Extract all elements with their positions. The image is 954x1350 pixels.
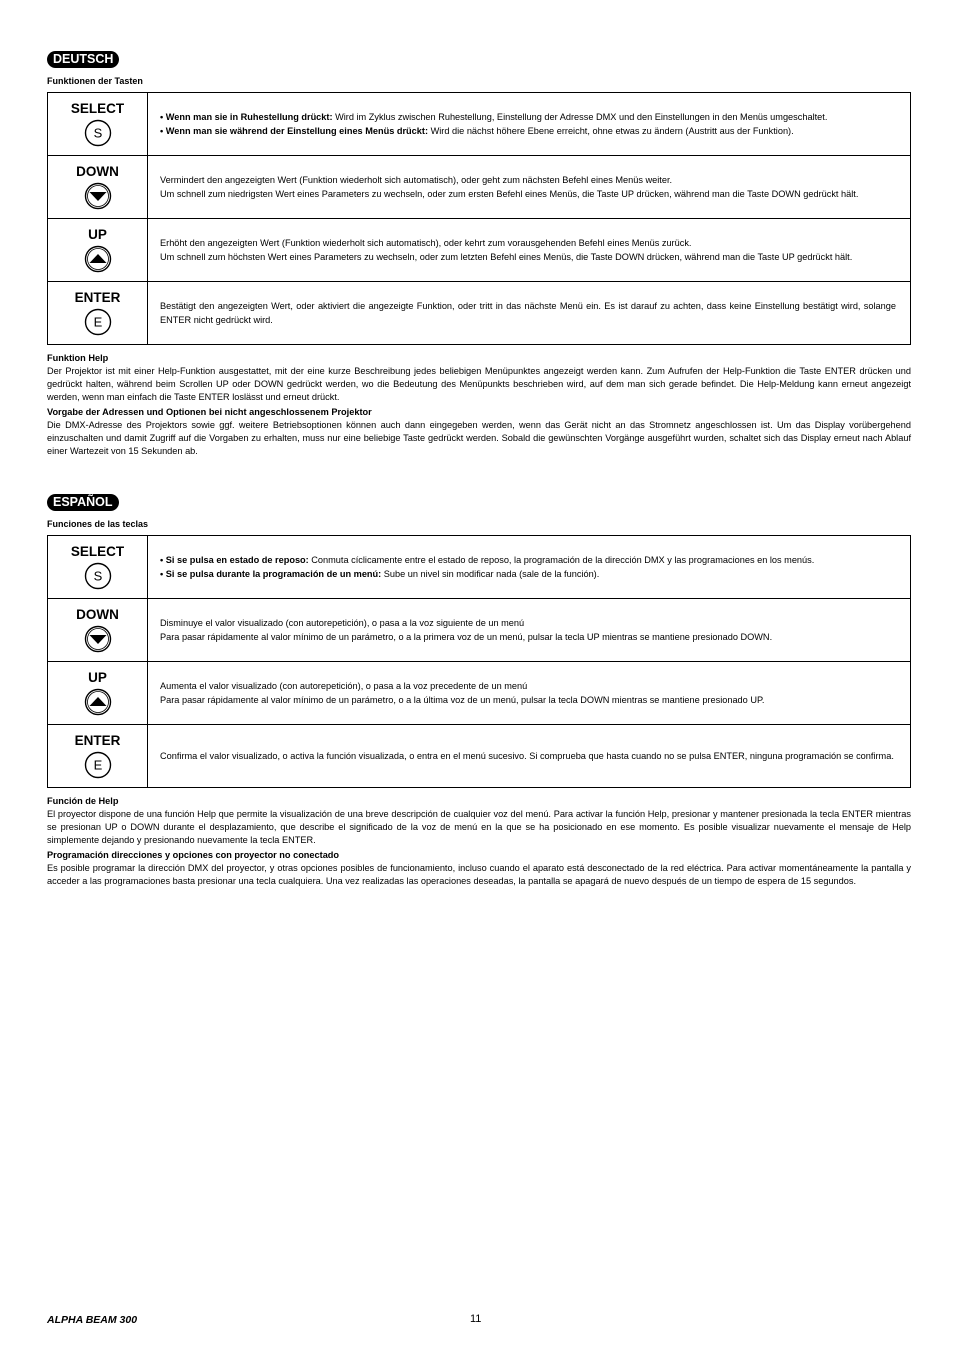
description-line: Aumenta el valor visualizado (con autorepetición), o pasa a la voz precedente de un menú bbox=[160, 681, 528, 691]
key-label: DOWN bbox=[76, 606, 119, 622]
enter-key-glyph: E bbox=[93, 314, 102, 329]
description-line: • Si se pulsa en estado de reposo: Conmuta cíclicamente entre el estado de reposo, la programación de la dirección DMX y las programaciones en los menús. bbox=[160, 555, 815, 565]
key-function-table bbox=[47, 535, 911, 788]
select-key-icon bbox=[84, 562, 112, 590]
down-arrow-key-icon bbox=[84, 625, 112, 653]
table-row bbox=[48, 662, 911, 725]
section-espanol bbox=[47, 493, 911, 888]
key-cell bbox=[48, 536, 148, 599]
description-line: • Si se pulsa durante la programación de un menú: Sube un nivel sin modificar nada (sale de la función). bbox=[160, 569, 600, 579]
select-key-icon bbox=[84, 119, 112, 147]
section-subtitle: Funciones de las teclas bbox=[47, 519, 149, 529]
key-description bbox=[148, 156, 911, 219]
key-description bbox=[148, 219, 911, 282]
key-label: DOWN bbox=[76, 163, 119, 179]
table-row bbox=[48, 156, 911, 219]
key-label: SELECT bbox=[70, 543, 125, 559]
table-row bbox=[48, 536, 911, 599]
key-label: SELECT bbox=[70, 100, 125, 116]
table-row bbox=[48, 93, 911, 156]
table-row bbox=[48, 282, 911, 345]
description-line: Um schnell zum niedrigsten Wert eines Parameters zu wechseln, oder zum ersten Befehl eines Menüs, die Taste UP drücken, während man die Taste DOWN gedrückt hält. bbox=[160, 189, 859, 199]
paragraph-title: Funktion Help bbox=[47, 353, 109, 363]
key-cell bbox=[48, 219, 148, 282]
table-row bbox=[48, 599, 911, 662]
key-cell bbox=[48, 282, 148, 345]
paragraph-title: Vorgabe der Adressen und Optionen bei nicht angeschlossenem Projektor bbox=[47, 407, 372, 417]
table-row bbox=[48, 219, 911, 282]
key-cell bbox=[48, 725, 148, 788]
description-line: • Wenn man sie während der Einstellung eines Menüs drückt: Wird die nächst höhere Ebene erreicht, ohne etwas zu ändern (Austritt aus der Funktion). bbox=[160, 126, 794, 136]
language-badge: DEUTSCH bbox=[47, 51, 119, 68]
key-description bbox=[148, 599, 911, 662]
section-deutsch bbox=[47, 50, 911, 458]
page-number: 11 bbox=[470, 1313, 482, 1325]
enter-key-icon bbox=[84, 308, 112, 336]
description-line: • Wenn man sie in Ruhestellung drückt: Wird im Zyklus zwischen Ruhestellung, Einstellung der Adresse DMX und den Einstellungen in den Menüs umgeschaltet. bbox=[160, 112, 828, 122]
key-description bbox=[148, 282, 911, 345]
key-label: UP bbox=[88, 669, 107, 685]
up-arrow-key-icon bbox=[84, 245, 112, 273]
paragraph-title: Función de Help bbox=[47, 796, 119, 806]
key-cell bbox=[48, 156, 148, 219]
description-line: Erhöht den angezeigten Wert (Funktion wiederholt sich automatisch), oder kehrt zum vorausgehenden Befehl eines Menüs zurück. bbox=[160, 238, 692, 248]
description-line: Confirma el valor visualizado, o activa la función visualizada, o entra en el menú sucesivo. Si comprueba que hasta cuando no se pulsa ENTER, ninguna programación se confirma. bbox=[160, 751, 894, 761]
paragraph-text: Der Projektor ist mit einer Help-Funktion ausgestattet, mit der eine kurze Beschreibung jedes beliebigen Menüpunktes angezeigt werden kann. Zum Aufrufen der Help-Funktion die Taste ENTER drücken und gedrückt halten, während beim Scrollen UP oder DOWN gedrückt werden, wo die Bedeutung des Menüpunkts beschrieben wird, auf dem man sich gerade befindet. Die Help-Meldung kann erneut angezeigt werden, wenn man einfach die Taste ENTER loslässt und erneut drückt. bbox=[47, 366, 911, 402]
key-description bbox=[148, 662, 911, 725]
table-row bbox=[48, 725, 911, 788]
description-line: Um schnell zum höchsten Wert eines Parameters zu wechseln, oder zum letzten Befehl eines Menüs, die Taste DOWN drücken, während man die Taste UP gedrückt hält. bbox=[160, 252, 853, 262]
key-label: ENTER bbox=[74, 289, 121, 305]
section-subtitle: Funktionen der Tasten bbox=[47, 76, 143, 86]
footer-model-name: ALPHA BEAM 300 bbox=[47, 1314, 138, 1326]
select-key-glyph: S bbox=[93, 125, 102, 140]
down-arrow-key-icon bbox=[84, 182, 112, 210]
paragraph-text: Die DMX-Adresse des Projektors sowie ggf. weitere Betriebsoptionen können auch dann eingegeben werden, wenn das Gerät nicht an das Stromnetz angeschlossen ist. Um das Display vorübergehend einzuschalten und damit Zugriff auf die Vorgaben zu erhalten, muss nur eine beliebige Taste gedrückt werden. Sobald die gewünschten Vorgänge ausgeführt wurden, schaltet sich das Display erneut nach Ablauf einer Wartezeit von 15 Sekunden ab. bbox=[47, 420, 911, 456]
paragraph-text: Es posible programar la dirección DMX del proyector, y otras opciones posibles de funcionamiento, incluso cuando el aparato está desconectado de la red eléctrica. Para activar momentáneamente la pantalla y acceder a las programaciones basta presionar una tecla cualquiera. Una vez realizadas las operaciones deseadas, la pantalla se apagará de nuevo después de un tiempo de espera de 15 segundos. bbox=[47, 863, 911, 886]
key-cell bbox=[48, 93, 148, 156]
enter-key-icon bbox=[84, 751, 112, 779]
paragraph-title: Programación direcciones y opciones con proyector no conectado bbox=[47, 850, 340, 860]
key-function-table bbox=[47, 92, 911, 345]
key-label: UP bbox=[88, 226, 107, 242]
key-description bbox=[148, 536, 911, 599]
paragraph-text: El proyector dispone de una función Help que permite la visualización de una breve descripción de cualquier voz del menú. Para activar la función Help, presionar y mantener presionada la tecla ENTER mientras se presionan UP o DOWN durante el desplazamiento, que describe el significado de la voz de menú en la que se ha posicionado en ese momento. Es posible visualizar nuevamente el mensaje de Help simplemente dejando y presionando nuevamente la tecla ENTER. bbox=[47, 809, 911, 845]
key-description bbox=[148, 93, 911, 156]
key-cell bbox=[48, 599, 148, 662]
key-label: ENTER bbox=[74, 732, 121, 748]
key-description bbox=[148, 725, 911, 788]
language-badge: ESPAÑOL bbox=[47, 494, 119, 511]
description-line: Vermindert den angezeigten Wert (Funktion wiederholt sich automatisch), oder geht zum nächsten Befehl eines Menüs weiter. bbox=[160, 175, 673, 185]
description-line: Disminuye el valor visualizado (con autorepetición), o pasa a la voz siguiente de un menú bbox=[160, 618, 525, 628]
description-line: Bestätigt den angezeigten Wert, oder aktiviert die angezeigte Funktion, oder tritt in das nächste Menü ein. Es ist darauf zu achten, dass keine Einstellung bestätigt wird, solange ENTER nicht gedrückt wird. bbox=[160, 301, 896, 325]
key-cell bbox=[48, 662, 148, 725]
select-key-glyph: S bbox=[93, 568, 102, 583]
description-line: Para pasar rápidamente al valor mínimo de un parámetro, o a la primera voz de un menú, pulsar la tecla UP mientras se mantiene presionado DOWN. bbox=[160, 632, 773, 642]
up-arrow-key-icon bbox=[84, 688, 112, 716]
description-line: Para pasar rápidamente al valor mínimo de un parámetro, o a la última voz de un menú, pulsar la tecla DOWN mientras se mantiene presionado UP. bbox=[160, 695, 765, 705]
enter-key-glyph: E bbox=[93, 757, 102, 772]
